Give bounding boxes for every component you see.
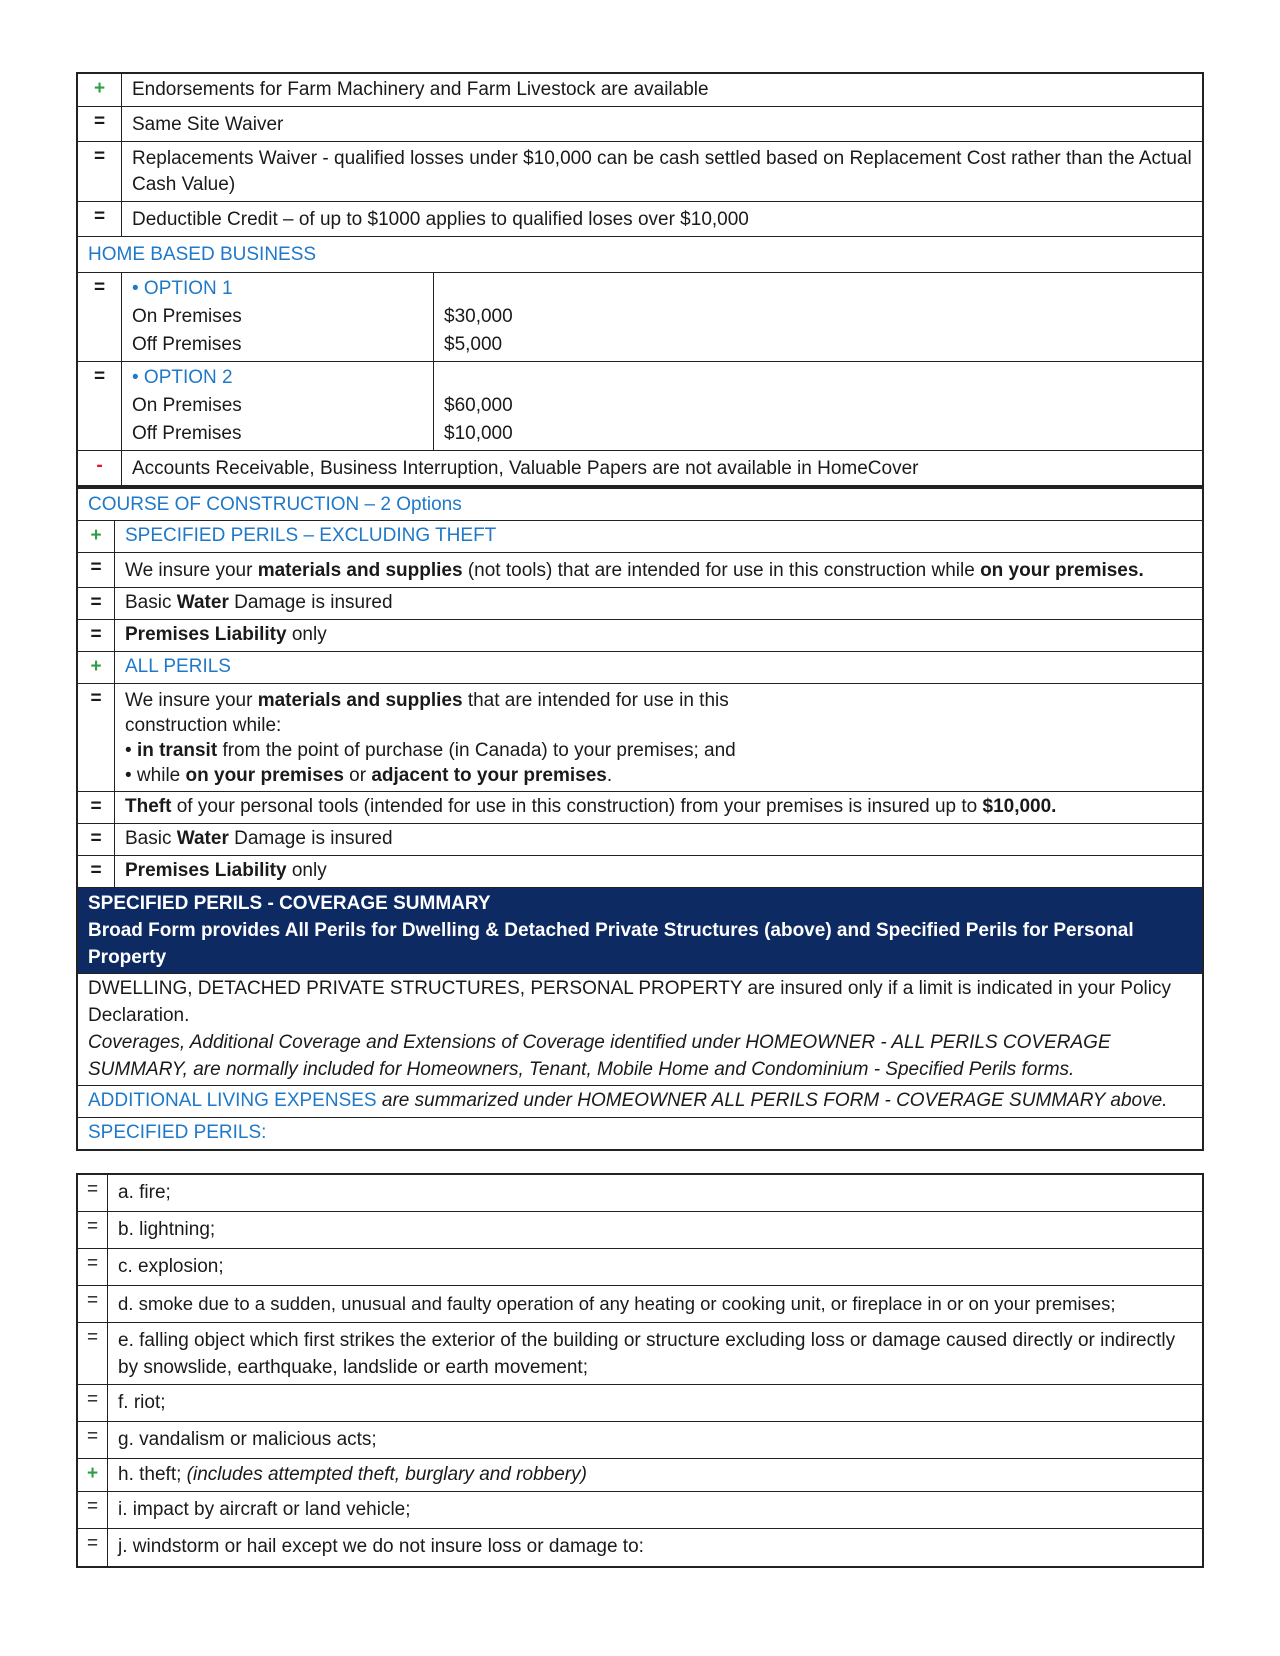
table-row — [78, 1175, 1202, 1212]
equals-icon: = — [78, 362, 122, 450]
row-text: Premises Liability only — [125, 624, 327, 645]
row-text: a. fire; — [118, 1182, 171, 1203]
row-text: g. vandalism or malicious acts; — [118, 1429, 377, 1450]
equals-icon: = — [78, 107, 122, 141]
plus-icon: + — [78, 652, 115, 683]
on-premises-value: $30,000 — [444, 306, 513, 327]
table-row — [78, 974, 1202, 1086]
table-row — [78, 588, 1202, 620]
off-premises-value: $5,000 — [444, 334, 503, 355]
option-row — [78, 273, 1202, 362]
banner-title: SPECIFIED PERILS - COVERAGE SUMMARY — [88, 893, 491, 914]
equals-icon: = — [78, 273, 122, 361]
row-text: Basic Water Damage is insured — [125, 828, 393, 849]
on-premises-label: On Premises — [132, 306, 242, 327]
specified-perils-label: SPECIFIED PERILS: — [88, 1122, 267, 1143]
equals-icon: = — [78, 1212, 108, 1248]
equals-icon: = — [78, 1385, 108, 1421]
table-row — [78, 824, 1202, 856]
section-heading: HOME BASED BUSINESS — [88, 244, 317, 265]
plus-icon: + — [78, 521, 115, 552]
row-text: c. explosion; — [118, 1256, 224, 1277]
row-text: Basic Water Damage is insured — [125, 592, 393, 613]
table-row — [78, 652, 1202, 684]
row-text: h. theft; (includes attempted theft, burglary and robbery) — [118, 1464, 587, 1485]
equals-icon: = — [78, 553, 115, 587]
equals-icon: = — [78, 1529, 108, 1566]
off-premises-label: Off Premises — [132, 423, 242, 444]
equals-icon: = — [78, 1492, 108, 1528]
row-text: d. smoke due to a sudden, unusual and faulty operation of any heating or cooking unit, or fireplace in or on your premises; — [118, 1293, 1116, 1314]
dwelling-text: DWELLING, DETACHED PRIVATE STRUCTURES, PERSONAL PROPERTY are insured only if a limit is indicated in your Policy Declaration. — [88, 978, 1171, 1026]
option-row — [78, 362, 1202, 451]
ale-text: are summarized under HOMEOWNER ALL PERILS FORM - COVERAGE SUMMARY above. — [376, 1090, 1168, 1111]
banner-subtitle: Broad Form provides All Perils for Dwelling & Detached Private Structures (above) and Specified Perils for Personal Property — [88, 920, 1134, 968]
plus-icon: + — [78, 74, 122, 106]
off-premises-label: Off Premises — [132, 334, 242, 355]
table-row — [78, 451, 1202, 485]
row-text: j. windstorm or hail except we do not insure loss or damage to: — [118, 1536, 644, 1557]
on-premises-value: $60,000 — [444, 395, 513, 416]
row-text: Premises Liability only — [125, 860, 327, 881]
table-row — [78, 1118, 1202, 1149]
coverages-text: Coverages, Additional Coverage and Extensions of Coverage identified under HOMEOWNER - ALL PERILS COVERAGE SUMMARY, are normally included for Homeowners, Tenant, Mobile Home and Condominium - Specified Perils forms. — [88, 1032, 1111, 1080]
table-row — [78, 856, 1202, 888]
equals-icon: = — [78, 588, 115, 619]
table-row — [78, 1323, 1202, 1385]
coverage-summary-banner — [78, 888, 1202, 974]
equals-icon: = — [78, 684, 115, 791]
sub-heading: SPECIFIED PERILS – EXCLUDING THEFT — [125, 525, 497, 546]
row-text: We insure your materials and supplies that are intended for use in this construction while: • in transit from the point of purchase (in Canada) to your premises; and • while on your premises or adjacent to your premises. — [125, 690, 736, 786]
table-row — [78, 620, 1202, 652]
table-row — [78, 1212, 1202, 1249]
off-premises-value: $10,000 — [444, 423, 513, 444]
row-text: Same Site Waiver — [132, 114, 284, 135]
row-text: Accounts Receivable, Business Interruption, Valuable Papers are not available in HomeCover — [132, 458, 919, 479]
equals-icon: = — [78, 202, 122, 236]
table-row — [78, 107, 1202, 142]
option-label: • OPTION 2 — [132, 367, 233, 388]
table-row — [78, 1459, 1202, 1492]
row-text: Endorsements for Farm Machinery and Farm Livestock are available — [132, 79, 709, 100]
equals-icon: = — [78, 1323, 108, 1384]
minus-icon: - — [78, 451, 122, 485]
equals-icon: = — [78, 620, 115, 651]
table-row — [78, 1422, 1202, 1459]
equals-icon: = — [78, 1175, 108, 1211]
table-row — [78, 1286, 1202, 1323]
table-row — [78, 684, 1202, 792]
table-row — [78, 553, 1202, 588]
table-row — [78, 792, 1202, 824]
table-row — [78, 237, 1202, 273]
table-row — [78, 1385, 1202, 1422]
equals-icon: = — [78, 856, 115, 887]
equals-icon: = — [78, 1286, 108, 1322]
course-of-construction-table — [76, 487, 1204, 1151]
row-text: Replacements Waiver - qualified losses under $10,000 can be cash settled based on Replacement Cost rather than the Actual Cash Value) — [132, 148, 1192, 195]
row-text: e. falling object which first strikes the exterior of the building or structure excluding loss or damage caused directly or indirectly by snowslide, earthquake, landslide or earth movement; — [118, 1330, 1176, 1378]
table-row — [78, 142, 1202, 202]
ale-heading: ADDITIONAL LIVING EXPENSES — [88, 1090, 377, 1111]
table-row — [78, 521, 1202, 553]
table-row — [78, 1492, 1202, 1529]
table-row — [78, 1086, 1202, 1118]
table-row — [78, 489, 1202, 521]
section-heading: COURSE OF CONSTRUCTION – 2 Options — [88, 494, 462, 515]
plus-icon: + — [78, 1459, 108, 1491]
row-text: Deductible Credit – of up to $1000 applies to qualified loses over $10,000 — [132, 209, 749, 230]
equals-icon: = — [78, 792, 115, 823]
table-row — [78, 202, 1202, 237]
row-text: Theft of your personal tools (intended for use in this construction) from your premises is insured up to $10,000. — [125, 796, 1057, 817]
row-text: i. impact by aircraft or land vehicle; — [118, 1499, 411, 1520]
table-row — [78, 1249, 1202, 1286]
equals-icon: = — [78, 142, 122, 201]
equals-icon: = — [78, 1249, 108, 1285]
equals-icon: = — [78, 824, 115, 855]
home-based-business-table — [76, 72, 1204, 487]
equals-icon: = — [78, 1422, 108, 1458]
row-text: We insure your materials and supplies (not tools) that are intended for use in this construction while on your premises. — [125, 560, 1144, 581]
sub-heading: ALL PERILS — [125, 656, 231, 677]
row-text: b. lightning; — [118, 1219, 216, 1240]
row-text: f. riot; — [118, 1392, 166, 1413]
specified-perils-table — [76, 1173, 1204, 1568]
option-label: • OPTION 1 — [132, 278, 233, 299]
table-row — [78, 1529, 1202, 1566]
on-premises-label: On Premises — [132, 395, 242, 416]
table-row — [78, 74, 1202, 107]
